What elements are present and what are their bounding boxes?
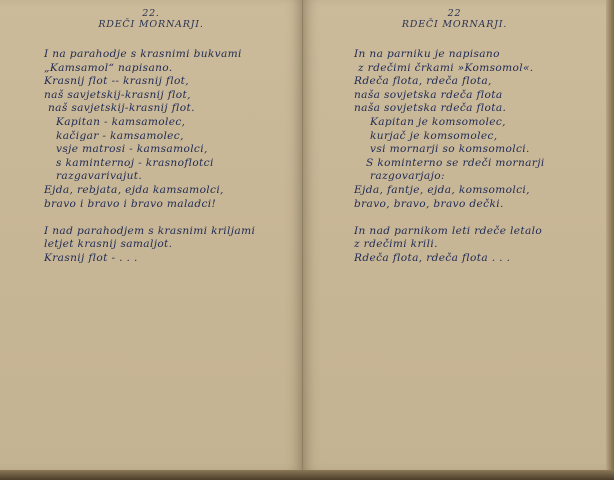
left-poem-line: razgavarivajut.: [56, 170, 143, 183]
left-poem-line: kačigar - kamsamolec,: [56, 129, 184, 142]
left-running-title: RDEČI MORNARJI.: [98, 19, 204, 30]
left-poem-line: Krasnij flot -- krasnij flot,: [44, 75, 189, 88]
right-page-number: 22: [447, 8, 462, 19]
right-poem: [354, 48, 545, 266]
left-poem-line: bravo i bravo i bravo maladci!: [44, 197, 217, 210]
right-poem-line: Kapitan je komsomolec,: [370, 115, 506, 128]
left-poem-line: letjet krasnij samaljot.: [44, 238, 173, 251]
right-poem-line: z rdečimi črkami »Komsomol«.: [358, 61, 534, 74]
right-poem-line: Rdeča flota, rdeča flota,: [354, 75, 492, 88]
left-poem-line: „Kamsamol“ napisano.: [44, 61, 173, 74]
right-running-title: RDEČI MORNARJI.: [401, 19, 508, 30]
right-page-header: [303, 8, 606, 30]
right-poem-line: razgovarjajo:: [370, 170, 445, 183]
book-page-edges: [606, 0, 614, 480]
right-poem-line: kurjač je komsomolec,: [370, 129, 498, 142]
book-bottom-edge: [0, 470, 614, 480]
left-poem: [44, 48, 255, 266]
left-page-number: 22.: [142, 8, 160, 19]
right-poem-line: naša sovjetska rdeča flota: [354, 88, 503, 101]
left-poem-line: vsje matrosi - kamsamolci,: [56, 143, 208, 156]
left-poem-line: I na parahodje s krasnimi bukvami: [44, 48, 242, 60]
left-poem-line: [44, 211, 255, 225]
left-poem-line: Kapitan - kamsamolec,: [56, 115, 186, 128]
right-poem-line: In nad parnikom leti rdeče letalo: [354, 224, 543, 237]
left-poem-line: s kaminternoj - krasnoflotci: [56, 156, 214, 169]
right-poem-line: z rdečimi krili.: [354, 238, 438, 251]
right-poem-line: vsi mornarji so komsomolci.: [370, 143, 530, 156]
left-poem-line: I nad parahodjem s krasnimi kriljami: [44, 224, 256, 237]
right-poem-line: S kominterno se rdeči mornarji: [366, 156, 545, 169]
left-poem-line: naš savjetskij-krasnij flot.: [48, 102, 195, 115]
right-poem-line: In na parniku je napisano: [354, 48, 500, 60]
right-poem-line: Rdeča flota, rdeča flota . . .: [354, 251, 511, 264]
right-poem-line: bravo, bravo, bravo dečki.: [354, 197, 504, 210]
left-poem-line: naš savjetskij-krasnij flot,: [44, 88, 191, 101]
right-poem-line: [354, 211, 545, 225]
right-poem-line: naša sovjetska rdeča flota.: [354, 102, 507, 115]
left-poem-line: Ejda, rebjata, ejda kamsamolci,: [44, 183, 224, 196]
right-poem-line: Ejda, fantje, ejda, komsomolci,: [354, 183, 530, 196]
left-page-header: [0, 8, 302, 30]
left-poem-line: Krasnij flot - . . .: [44, 251, 138, 264]
